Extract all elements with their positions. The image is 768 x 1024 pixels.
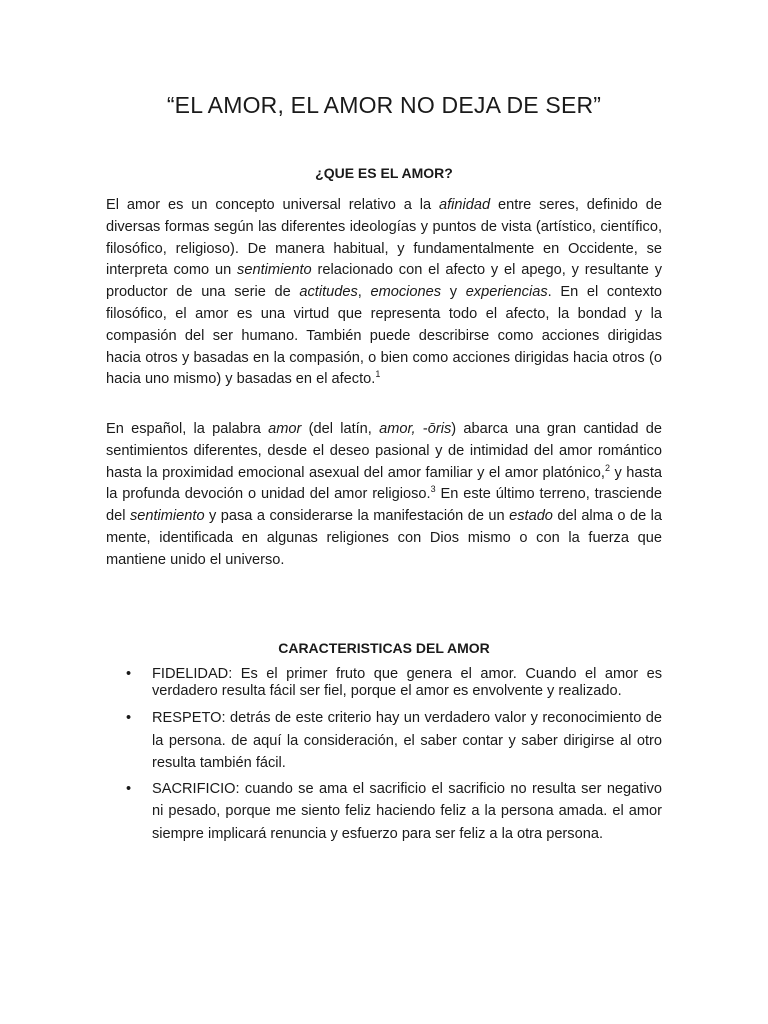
footnote-ref: 1: [375, 369, 381, 380]
text-run: En español, la palabra: [106, 421, 269, 437]
text-run: (del latín,: [301, 421, 380, 437]
text-run: del alma o de la mente, identificada en algunas religiones con Dios mismo o con la fuerza que mantiene unido el universo.: [106, 508, 663, 568]
bullet-icon: •: [126, 666, 132, 682]
list-item-text: FIDELIDAD: Es el primer fruto que genera el amor. Cuando el amor es verdadero resulta fácil ser fiel, porque el amor es envolvente y realizado.: [152, 666, 662, 699]
characteristics-list: [106, 666, 662, 849]
document-title: “EL AMOR, EL AMOR NO DEJA DE SER”: [166, 92, 602, 118]
italic-term: experiencias: [465, 284, 548, 301]
bullet-icon: •: [126, 780, 132, 797]
text-run: . En el contexto filosófico, el amor es una virtud que representa todo el afecto, la bondad y la compasión del ser humano. También puede describirse como acciones dirigidas hacia otros y basadas en la compasión, o bien como acciones dirigidas hacia otros (o hacia uno mismo) y basadas en el afecto.: [106, 284, 663, 388]
text-run: relacionado con el afecto y el apego, y resultante y productor de una serie de: [106, 262, 662, 301]
text-run: En este último terreno, trasciende del: [106, 486, 663, 525]
text-run: El amor es un concepto universal relativo a la: [106, 197, 439, 213]
list-item: [106, 666, 662, 700]
bullet-icon: •: [126, 710, 132, 726]
footnote-ref: 2: [604, 462, 610, 473]
italic-term: sentimiento: [237, 262, 312, 279]
section-heading-que-es-el-amor: ¿QUE ES EL AMOR?: [315, 165, 453, 181]
text-run: ) abarca una gran cantidad de sentimientos diferentes, desde el deseo pasional y de intimidad del amor romántico hasta la proximidad emocional asexual del amor familiar y el amor platónico,: [106, 421, 662, 481]
text-run: y pasa a considerarse la manifestación de un: [204, 508, 510, 525]
italic-term: sentimiento: [129, 508, 205, 525]
paragraph-etymology: [106, 419, 662, 572]
text-run: -: [415, 421, 428, 437]
text-run: ,: [357, 284, 371, 301]
section-heading-caracteristicas: CARACTERISTICAS DEL AMOR: [278, 640, 490, 656]
paragraph-definition: [106, 195, 662, 391]
italic-term: estado: [509, 508, 553, 525]
italic-term: afinidad: [438, 197, 491, 213]
list-item-text: RESPETO: detrás de este criterio hay un verdadero valor y reconocimiento de la persona. de aquí la consideración, el saber contar y saber dirigirse al otro resulta también fácil.: [152, 710, 662, 772]
italic-term: amor: [268, 421, 302, 437]
list-item-text: SACRIFICIO: cuando se ama el sacrificio el sacrificio no resulta ser negativo ni pesado, porque me siento feliz haciendo feliz a la persona amada. el amor siempre implicará renuncia y esfuerzo para ser feliz a la otra persona.: [152, 780, 662, 842]
italic-term: ōris: [427, 421, 452, 437]
italic-term: actitudes: [299, 284, 358, 301]
list-item: [106, 707, 662, 775]
italic-term: amor,: [379, 421, 416, 437]
text-run: entre seres, definido de diversas formas según las diferentes ideologías y puntos de vista (artístico, científico, filosófico, religioso). De manera habitual, y fundamentalmente en Occidente, se interpreta como un: [106, 197, 662, 279]
list-item: [106, 778, 662, 846]
text-run: y: [441, 284, 466, 301]
italic-term: emociones: [370, 284, 442, 301]
text-run: y hasta la profunda devoción o unidad del amor religioso.: [106, 464, 662, 503]
footnote-ref: 3: [430, 484, 436, 495]
